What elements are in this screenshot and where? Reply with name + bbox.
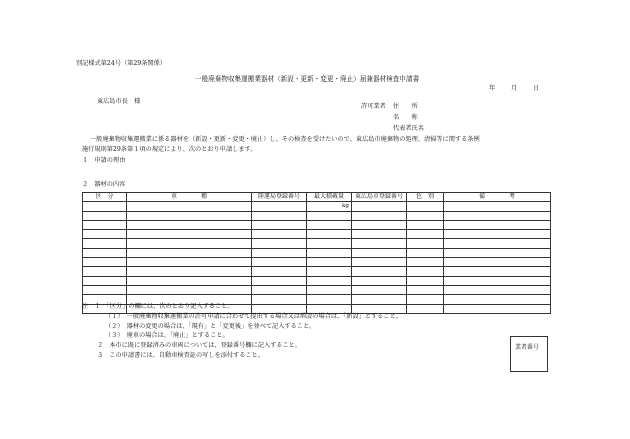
table-cell[interactable] bbox=[444, 304, 551, 313]
table-cell[interactable] bbox=[352, 230, 407, 239]
table-cell[interactable] bbox=[407, 248, 444, 257]
addressee: 東広島市長 様 bbox=[97, 98, 141, 105]
table-cell[interactable] bbox=[444, 239, 551, 248]
note-1-3: （３） 廃車の場合は、「廃止」とすること。 bbox=[105, 332, 229, 339]
note-1-1: （１） 一般廃棄物収集運搬業の許可申請に合わせて提出する場合又は増設の場合は、「新設」とすること。 bbox=[105, 313, 402, 320]
note-1: 注 １ 「区分」の欄には、次のとおり記入すること。 bbox=[82, 303, 234, 310]
table-cell[interactable] bbox=[252, 267, 307, 276]
table-cell[interactable] bbox=[444, 285, 551, 294]
table-cell[interactable] bbox=[127, 267, 252, 276]
table-row bbox=[83, 211, 551, 220]
table-row bbox=[83, 220, 551, 229]
table-cell[interactable] bbox=[252, 230, 307, 239]
date-day-label: 日 bbox=[533, 85, 540, 92]
table-cell[interactable] bbox=[307, 248, 352, 257]
table-cell[interactable] bbox=[352, 202, 407, 211]
applicant-label: 許可業者 bbox=[361, 103, 386, 110]
table-cell[interactable] bbox=[307, 239, 352, 248]
table-cell[interactable] bbox=[307, 202, 352, 211]
table-cell[interactable] bbox=[407, 258, 444, 267]
table-cell[interactable] bbox=[407, 220, 444, 229]
table-cell[interactable] bbox=[352, 295, 407, 304]
table-cell[interactable] bbox=[252, 248, 307, 257]
table-row bbox=[83, 258, 551, 267]
date-year-label: 年 bbox=[489, 85, 496, 92]
table-cell[interactable] bbox=[252, 276, 307, 285]
table-cell[interactable] bbox=[444, 211, 551, 220]
table-cell[interactable] bbox=[127, 220, 252, 229]
table-cell[interactable] bbox=[83, 285, 127, 294]
table-cell[interactable] bbox=[352, 239, 407, 248]
table-row bbox=[83, 267, 551, 276]
col-header-remarks: 備 考 bbox=[444, 193, 551, 202]
note-2: ２ 本市に既に登録済みの車両については、登録番号欄に記入すること。 bbox=[97, 342, 302, 349]
body-text-line1: 一般廃棄物収集運搬業に係る器材を（新設・更新・変更・廃止）し、その検査を受けたいので、東広島市廃棄物の処理、清掃等に関する条例 bbox=[90, 136, 480, 143]
table-cell[interactable] bbox=[252, 258, 307, 267]
table-cell[interactable] bbox=[83, 220, 127, 229]
business-number-box[interactable] bbox=[510, 336, 548, 372]
table-row bbox=[83, 276, 551, 285]
equipment-table bbox=[82, 192, 551, 314]
table-cell[interactable] bbox=[407, 230, 444, 239]
table-cell[interactable] bbox=[444, 220, 551, 229]
body-text-line2: 施行規則第29条第１項の規定により、次のとおり申請します。 bbox=[82, 146, 257, 153]
table-cell[interactable] bbox=[252, 202, 307, 211]
table-cell[interactable] bbox=[352, 211, 407, 220]
applicant-name-label: 名 称 bbox=[393, 114, 418, 121]
date-month-label: 月 bbox=[511, 85, 518, 92]
table-cell[interactable] bbox=[83, 211, 127, 220]
table-cell[interactable] bbox=[407, 304, 444, 313]
table-cell[interactable] bbox=[307, 276, 352, 285]
table-cell[interactable] bbox=[407, 295, 444, 304]
table-cell[interactable] bbox=[83, 276, 127, 285]
table-cell[interactable] bbox=[307, 295, 352, 304]
col-header-transport-reg-no: 陸運局登録番号 bbox=[252, 193, 307, 202]
applicant-address-label: 住 所 bbox=[393, 103, 418, 110]
table-cell[interactable] bbox=[307, 230, 352, 239]
table-cell[interactable] bbox=[127, 258, 252, 267]
table-cell[interactable] bbox=[407, 267, 444, 276]
table-cell[interactable] bbox=[127, 202, 252, 211]
table-cell[interactable] bbox=[83, 258, 127, 267]
table-cell[interactable] bbox=[444, 202, 551, 211]
table-cell[interactable] bbox=[407, 202, 444, 211]
table-cell[interactable] bbox=[307, 267, 352, 276]
table-cell[interactable] bbox=[352, 258, 407, 267]
table-row bbox=[83, 239, 551, 248]
form-id: 別記様式第24号（第29条関係） bbox=[76, 60, 166, 67]
table-cell[interactable] bbox=[407, 239, 444, 248]
table-cell[interactable] bbox=[127, 276, 252, 285]
page-title: 一般廃棄物収集運搬業器材（新設・更新・変更・廃止）届兼器材検査申請書 bbox=[195, 75, 420, 83]
table-cell[interactable] bbox=[444, 230, 551, 239]
table-cell[interactable] bbox=[444, 295, 551, 304]
table-cell[interactable] bbox=[83, 239, 127, 248]
business-number-label: 業者番号 bbox=[515, 344, 540, 351]
col-header-category: 区 分 bbox=[83, 193, 127, 202]
col-header-color: 色 別 bbox=[407, 193, 444, 202]
table-cell[interactable] bbox=[252, 211, 307, 220]
table-cell[interactable] bbox=[83, 230, 127, 239]
table-row bbox=[83, 230, 551, 239]
table-cell[interactable] bbox=[307, 220, 352, 229]
table-cell[interactable] bbox=[352, 285, 407, 294]
col-header-vehicle-type: 車 種 bbox=[127, 193, 252, 202]
table-cell[interactable] bbox=[407, 276, 444, 285]
table-cell[interactable] bbox=[352, 276, 407, 285]
table-row bbox=[83, 248, 551, 257]
table-cell[interactable] bbox=[352, 220, 407, 229]
table-cell[interactable] bbox=[252, 304, 307, 313]
table-cell[interactable] bbox=[127, 248, 252, 257]
table-cell[interactable] bbox=[252, 220, 307, 229]
table-cell[interactable] bbox=[352, 248, 407, 257]
table-cell[interactable] bbox=[252, 239, 307, 248]
applicant-rep-label: 代表者氏名 bbox=[393, 125, 424, 132]
table-header-row bbox=[83, 193, 551, 202]
table-row bbox=[83, 285, 551, 294]
table-cell[interactable] bbox=[444, 258, 551, 267]
table-cell[interactable] bbox=[83, 267, 127, 276]
table-cell[interactable] bbox=[127, 211, 252, 220]
col-header-max-load: 最大積載量 bbox=[307, 193, 352, 202]
table-cell[interactable] bbox=[352, 267, 407, 276]
table-cell[interactable] bbox=[127, 230, 252, 239]
table-row bbox=[83, 202, 551, 211]
table-cell[interactable] bbox=[407, 211, 444, 220]
table-cell[interactable] bbox=[83, 248, 127, 257]
table-cell[interactable] bbox=[352, 304, 407, 313]
note-1-2: （２） 器材の変更の場合は、「現有」と「変更後」を並べて記入すること。 bbox=[105, 323, 316, 330]
table-cell[interactable] bbox=[127, 239, 252, 248]
note-3: ３ この申請書には、自動車検査証の写しを添付すること。 bbox=[97, 352, 265, 359]
section-equipment: ２ 器材の内容 bbox=[82, 181, 126, 188]
col-header-city-reg-no: 東広島市登録番号 bbox=[352, 193, 407, 202]
table-cell[interactable] bbox=[307, 285, 352, 294]
unit-kg-label: kg bbox=[342, 203, 349, 210]
table-cell[interactable] bbox=[127, 285, 252, 294]
table-cell[interactable] bbox=[444, 267, 551, 276]
table-cell[interactable] bbox=[252, 285, 307, 294]
table-cell[interactable] bbox=[444, 276, 551, 285]
table-cell[interactable] bbox=[83, 202, 127, 211]
table-cell[interactable] bbox=[307, 304, 352, 313]
table-cell[interactable] bbox=[407, 285, 444, 294]
table-cell[interactable] bbox=[307, 211, 352, 220]
section-reason: １ 申請の理由 bbox=[82, 157, 126, 164]
table-cell[interactable] bbox=[252, 295, 307, 304]
table-cell[interactable] bbox=[307, 258, 352, 267]
table-cell[interactable] bbox=[444, 248, 551, 257]
